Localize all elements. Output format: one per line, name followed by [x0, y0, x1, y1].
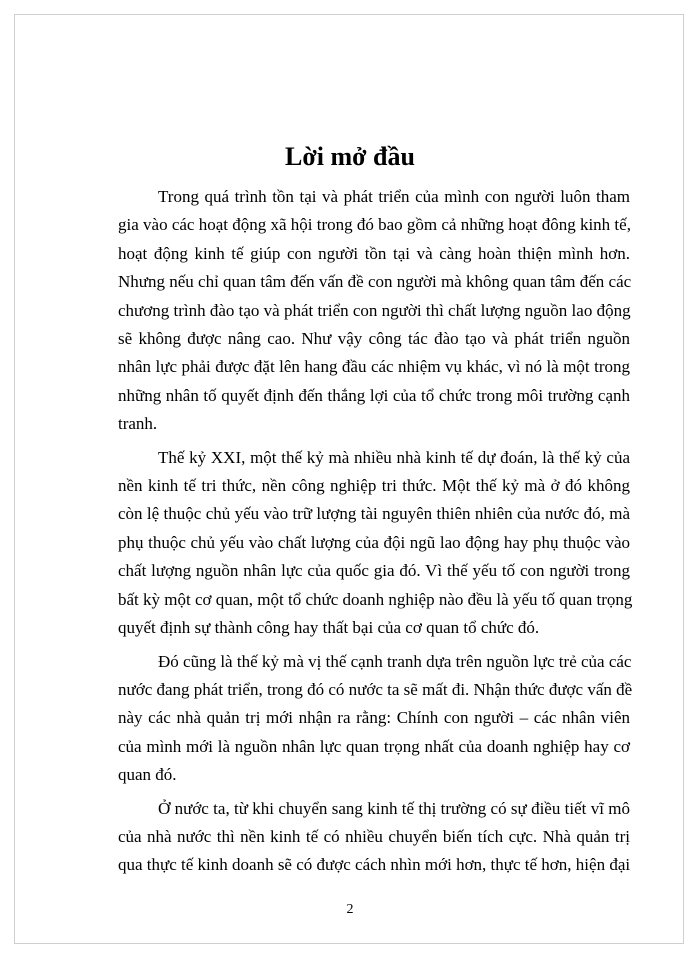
paragraph-line: của mình mới là nguồn nhân lực quan trọng nhất của doanh nghiệp hay cơ: [118, 736, 630, 756]
paragraph-line: hoạt động kinh tế giúp con người tồn tại và càng hoàn thiện mình hơn.: [118, 243, 630, 263]
paragraph-line: còn lệ thuộc chủ yếu vào trữ lượng tài nguyên thiên nhiên của nước đó, mà: [118, 504, 630, 524]
paragraph-2: [118, 444, 633, 643]
paragraph-line: Nhưng nếu chỉ quan tâm đến vấn đề con người mà không quan tâm đến các: [118, 272, 632, 292]
paragraph-4: [118, 795, 630, 880]
paragraph-line: qua thực tế kinh doanh sẽ có được cách nhìn mới hơn, thực tế hơn, hiện đại: [118, 855, 631, 875]
page-number: 2: [346, 902, 354, 917]
paragraph-line: quyết định sự thành công hay thất bại của cơ quan tổ chức đó.: [118, 618, 540, 638]
paragraph-line: Đó cũng là thế kỷ mà vị thế cạnh tranh dựa trên nguồn lực trẻ của các: [158, 651, 632, 671]
paragraph-line: những nhân tố quyết định đến thắng lợi của tổ chức trong môi trường cạnh: [118, 385, 630, 405]
paragraph-line: sẽ không được nâng cao. Như vậy công tác đào tạo và phát triển nguồn: [118, 329, 630, 349]
paragraph-line: chương trình đào tạo và phát triển con người thì chất lượng nguồn lao động: [118, 300, 631, 320]
paragraph-line: chất lượng nguồn nhân lực của quốc gia đó. Vì thế yếu tố con người trong: [118, 561, 630, 581]
paragraph-line: quan đó.: [118, 765, 177, 785]
paragraph-line: Trong quá trình tồn tại và phát triển của mình con người luôn tham: [158, 187, 630, 206]
paragraph-line: của nhà nước thì nền kinh tế có nhiều chuyển biến tích cực. Nhà quản trị: [118, 826, 630, 846]
document-body: [118, 183, 633, 885]
paragraph-line: Ở nước ta, từ khi chuyển sang kinh tế thị trường có sự điều tiết vĩ mô: [158, 798, 630, 818]
paragraph-line: nhân lực phải được đặt lên hang đầu các nhiệm vụ khác, vì nó là một trong: [118, 357, 630, 377]
paragraph-1: [118, 183, 630, 439]
paragraph-3: [118, 648, 633, 790]
document-title: Lời mở đầu: [285, 142, 415, 171]
paragraph-line: Thế kỷ XXI, một thế kỷ mà nhiều nhà kinh tế dự đoán, là thế kỷ của: [158, 447, 630, 467]
paragraph-line: nền kinh tế tri thức, nền công nghiệp tri thức. Một thế kỷ mà ở đó không: [118, 476, 630, 496]
paragraph-line: nước đang phát triển, trong đó có nước ta sẽ mất đi. Nhận thức được vấn đề: [118, 679, 633, 699]
paragraph-line: bất kỳ một cơ quan, một tổ chức doanh nghiệp nào đều là yếu tố quan trọng: [118, 589, 633, 609]
paragraph-line: tranh.: [118, 414, 158, 434]
paragraph-line: phụ thuộc chủ yếu vào chất lượng của đội ngũ lao động hay phụ thuộc vào: [118, 532, 630, 552]
paragraph-line: gia vào các hoạt động xã hội trong đó bao gồm cả những hoạt đông kinh tế,: [118, 215, 631, 235]
paragraph-line: này các nhà quản trị mới nhận ra rằng: Chính con người – các nhân viên: [118, 708, 630, 728]
